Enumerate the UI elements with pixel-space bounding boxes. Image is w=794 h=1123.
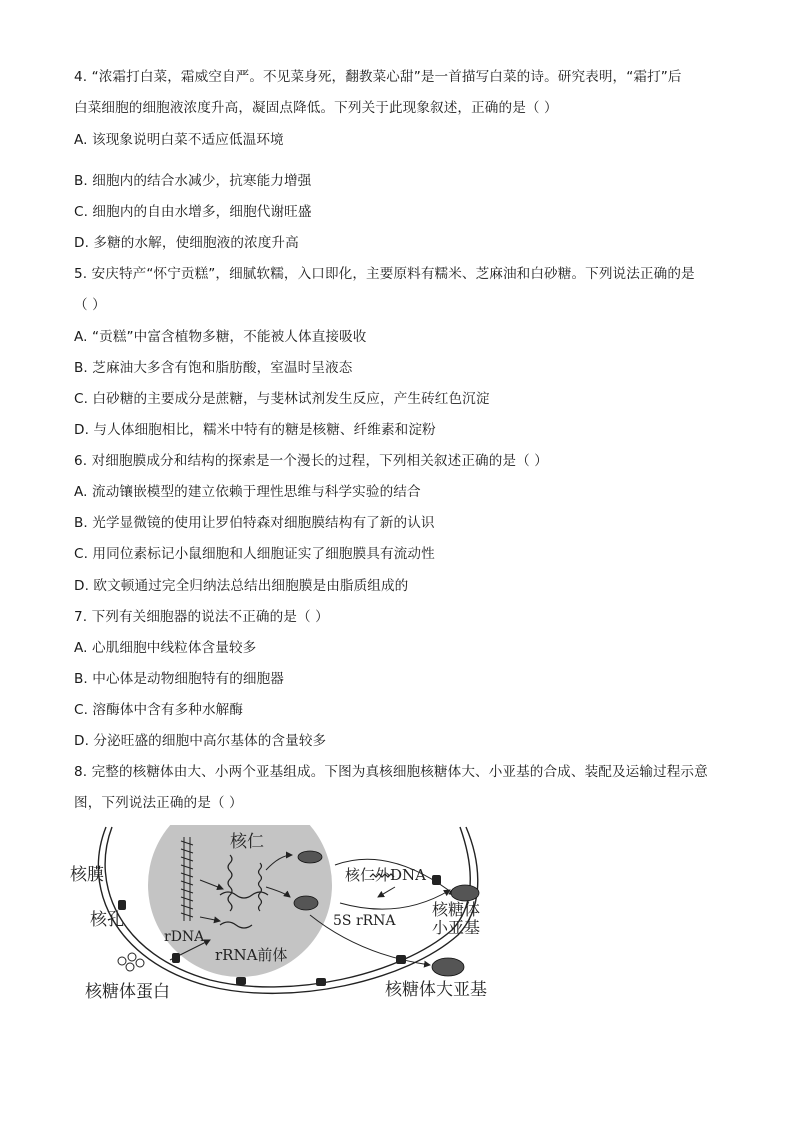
q5-option-d: D. 与人体细胞相比，糯米中特有的糖是核糖、纤维素和淀粉 bbox=[74, 422, 436, 438]
q6-option-c: C. 用同位素标记小鼠细胞和人细胞证实了细胞膜具有流动性 bbox=[74, 546, 435, 562]
label-large-subunit: 核糖体大亚基 bbox=[385, 980, 487, 1000]
q4-option-b: B. 细胞内的结合水减少，抗寒能力增强 bbox=[74, 173, 312, 189]
q4-option-d: D. 多糖的水解，使细胞液的浓度升高 bbox=[74, 235, 299, 251]
label-small-subunit-2: 小亚基 bbox=[432, 918, 481, 937]
q7-option-b: B. 中心体是动物细胞特有的细胞器 bbox=[74, 671, 284, 687]
q7-option-c: C. 溶酶体中含有多种水解酶 bbox=[74, 702, 244, 718]
label-nuclear-pore: 核孔 bbox=[90, 910, 124, 930]
q5-option-b: B. 芝麻油大多含有饱和脂肪酸，室温时呈液态 bbox=[74, 360, 353, 376]
q7-option-a: A. 心肌细胞中线粒体含量较多 bbox=[74, 640, 257, 656]
ribosome-assembly-figure bbox=[60, 825, 510, 1010]
q4-stem-line1: 4. “浓霜打白菜，霜威空自严。不见菜身死，翻教菜心甜”是一首描写白菜的诗。研究表明，“霜打”后 bbox=[74, 69, 682, 85]
label-extra-dna: 核仁外DNA bbox=[345, 866, 426, 884]
q5-option-c: C. 白砂糖的主要成分是蔗糖，与斐林试剂发生反应，产生砖红色沉淀 bbox=[74, 391, 490, 407]
q4-option-c: C. 细胞内的自由水增多，细胞代谢旺盛 bbox=[74, 204, 312, 220]
label-ribosomal-protein: 核糖体蛋白 bbox=[85, 982, 170, 1002]
label-nuclear-membrane: 核膜 bbox=[70, 865, 104, 885]
q5-stem-line2: （ ） bbox=[74, 297, 106, 313]
q6-stem-line1: 6. 对细胞膜成分和结构的探索是一个漫长的过程，下列相关叙述正确的是（ ） bbox=[74, 453, 548, 469]
label-rrna-precursor: rRNA前体 bbox=[215, 946, 288, 964]
ribosomal-protein-icon bbox=[118, 953, 144, 971]
label-rdna: rDNA bbox=[164, 929, 205, 945]
q6-option-d: D. 欧文顿通过完全归纳法总结出细胞膜是由脂质组成的 bbox=[74, 578, 409, 594]
q8-stem-line2: 图，下列说法正确的是（ ） bbox=[74, 795, 243, 811]
q6-option-b: B. 光学显微镜的使用让罗伯特森对细胞膜结构有了新的认识 bbox=[74, 515, 435, 531]
q4-stem-line2: 白菜细胞的细胞液浓度升高，凝固点降低。下列关于此现象叙述，正确的是（ ） bbox=[74, 100, 558, 116]
q6-option-a: A. 流动镶嵌模型的建立依赖于理性思维与科学实验的结合 bbox=[74, 484, 421, 500]
label-5s-rrna: 5S rRNA bbox=[333, 913, 396, 929]
q4-option-a: A. 该现象说明白菜不适应低温环境 bbox=[74, 132, 284, 148]
q5-stem-line1: 5. 安庆特产“怀宁贡糕”，细腻软糯，入口即化，主要原料有糯米、芝麻油和白砂糖。下列说法正确的是 bbox=[74, 266, 695, 282]
label-nucleolus: 核仁 bbox=[230, 832, 264, 852]
q7-stem-line1: 7. 下列有关细胞器的说法不正确的是（ ） bbox=[74, 609, 329, 625]
label-small-subunit-1: 核糖体 bbox=[432, 900, 481, 919]
q5-option-a: A. “贡糕”中富含植物多糖，不能被人体直接吸收 bbox=[74, 329, 367, 345]
q8-stem-line1: 8. 完整的核糖体由大、小两个亚基组成。下图为真核细胞核糖体大、小亚基的合成、装配及运输过程示意 bbox=[74, 764, 708, 780]
q7-option-d: D. 分泌旺盛的细胞中高尔基体的含量较多 bbox=[74, 733, 327, 749]
